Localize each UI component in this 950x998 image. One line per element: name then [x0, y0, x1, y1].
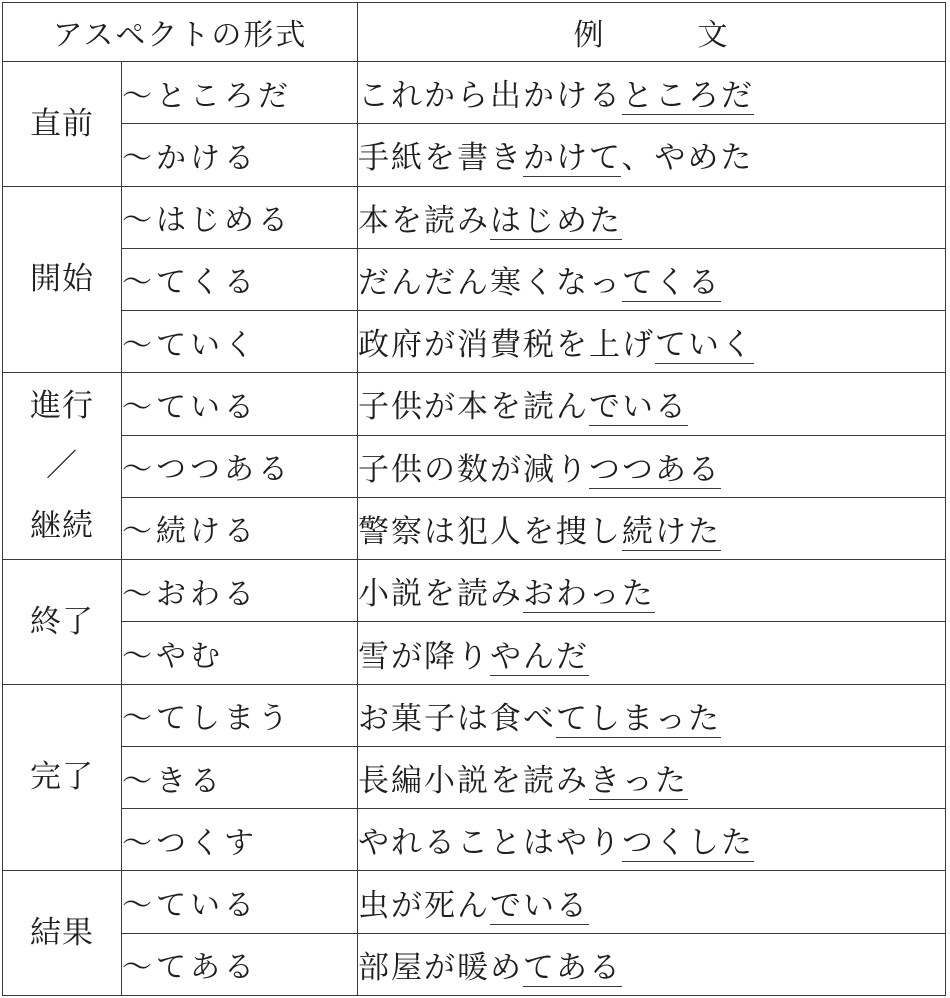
example-text: 手紙を書き: [358, 140, 523, 177]
example-text: 子供が本を読ん: [358, 389, 589, 426]
table-row: [3, 124, 946, 186]
table-row: [3, 809, 946, 871]
example-text: 雪が降り: [358, 638, 490, 675]
example-text: お菓子は食べ: [358, 700, 556, 737]
table-row: [3, 435, 946, 497]
table-row: [3, 746, 946, 808]
header-example: [358, 3, 946, 62]
example-underlined-form: おわった: [523, 576, 655, 613]
aspect-form: 〜続ける: [122, 497, 358, 559]
example-sentence: [358, 684, 946, 746]
example-sentence: [358, 871, 946, 933]
example-text: 警察は犯人を捜し: [358, 513, 622, 550]
example-sentence: [358, 124, 946, 186]
table-row: [3, 871, 946, 933]
table-row: [3, 62, 946, 124]
example-text-tail: 、やめた: [621, 140, 754, 177]
example-sentence: [358, 809, 946, 871]
category-cell: [3, 373, 122, 560]
aspect-form: 〜かける: [122, 124, 358, 186]
table-row: [3, 248, 946, 310]
example-sentence: [358, 560, 946, 622]
aspect-form: 〜てしまう: [122, 684, 358, 746]
category-label: 終了: [30, 603, 94, 640]
aspect-form: 〜ところだ: [122, 62, 358, 124]
example-underlined-form: やんだ: [490, 638, 589, 675]
header-example-2: 文: [697, 18, 730, 53]
example-underlined-form: つくした: [622, 825, 754, 862]
example-text: 部屋が暖め: [358, 949, 523, 986]
example-underlined-form: でいる: [490, 887, 589, 924]
aspect-form: 〜ていく: [122, 311, 358, 373]
category-cell: [3, 560, 122, 685]
table-row: [3, 497, 946, 559]
example-text: これから出かける: [358, 78, 622, 115]
example-sentence: [358, 311, 946, 373]
example-underlined-form: 続けた: [622, 513, 721, 550]
category-label: 進行: [30, 387, 94, 424]
example-text: 政府が消費税を上げ: [358, 327, 655, 364]
example-sentence: [358, 186, 946, 248]
table-row: [3, 933, 946, 995]
table-row: [3, 684, 946, 746]
example-underlined-form: ところだ: [622, 78, 754, 115]
example-underlined-form: かけて: [523, 140, 622, 177]
aspect-form: 〜つくす: [122, 809, 358, 871]
table-row: [3, 311, 946, 373]
category-label: ／: [46, 448, 78, 484]
category-label: 直前: [30, 105, 94, 142]
example-sentence: [358, 373, 946, 435]
category-cell: [3, 684, 122, 871]
category-label: 継続: [30, 508, 94, 545]
example-text: 長編小説を読み: [358, 763, 589, 800]
example-underlined-form: てしまった: [556, 700, 721, 737]
example-text: 小説を読み: [358, 576, 523, 613]
aspect-form: 〜ている: [122, 373, 358, 435]
aspect-form: 〜つつある: [122, 435, 358, 497]
category-cell: [3, 62, 122, 187]
aspect-form: 〜てある: [122, 933, 358, 995]
table-row: [3, 560, 946, 622]
table-row: [3, 373, 946, 435]
category-cell: [3, 871, 122, 996]
example-sentence: [358, 497, 946, 559]
example-sentence: [358, 622, 946, 684]
example-underlined-form: ていく: [655, 327, 754, 364]
example-text: だんだん寒くなっ: [358, 264, 622, 301]
example-underlined-form: はじめた: [490, 202, 622, 239]
example-text: 虫が死ん: [358, 887, 490, 924]
table-body: [3, 62, 946, 996]
example-underlined-form: きった: [589, 763, 688, 800]
example-underlined-form: てある: [523, 949, 622, 986]
table-row: [3, 622, 946, 684]
example-text: 本を読み: [358, 202, 490, 239]
aspect-form: 〜はじめる: [122, 186, 358, 248]
header-form: アスペクトの形式: [3, 3, 358, 62]
example-text: 子供の数が減り: [358, 451, 589, 488]
aspect-table: [2, 2, 946, 996]
example-underlined-form: でいる: [589, 389, 688, 426]
example-underlined-form: てくる: [622, 264, 721, 301]
aspect-form: 〜きる: [122, 746, 358, 808]
example-sentence: [358, 746, 946, 808]
example-sentence: [358, 435, 946, 497]
category-label: 結果: [30, 915, 94, 951]
example-sentence: [358, 933, 946, 995]
example-text: やれることはやり: [358, 825, 622, 862]
aspect-form: 〜てくる: [122, 248, 358, 310]
header-example-1: 例: [573, 18, 606, 53]
example-sentence: [358, 62, 946, 124]
table-row: [3, 186, 946, 248]
category-label: 開始: [30, 261, 94, 298]
aspect-form: 〜おわる: [122, 560, 358, 622]
aspect-form: 〜ている: [122, 871, 358, 933]
header-row: [3, 3, 946, 62]
example-sentence: [358, 248, 946, 310]
example-underlined-form: つつある: [589, 451, 721, 488]
category-label: 完了: [30, 759, 94, 796]
aspect-form: 〜やむ: [122, 622, 358, 684]
category-cell: [3, 186, 122, 373]
